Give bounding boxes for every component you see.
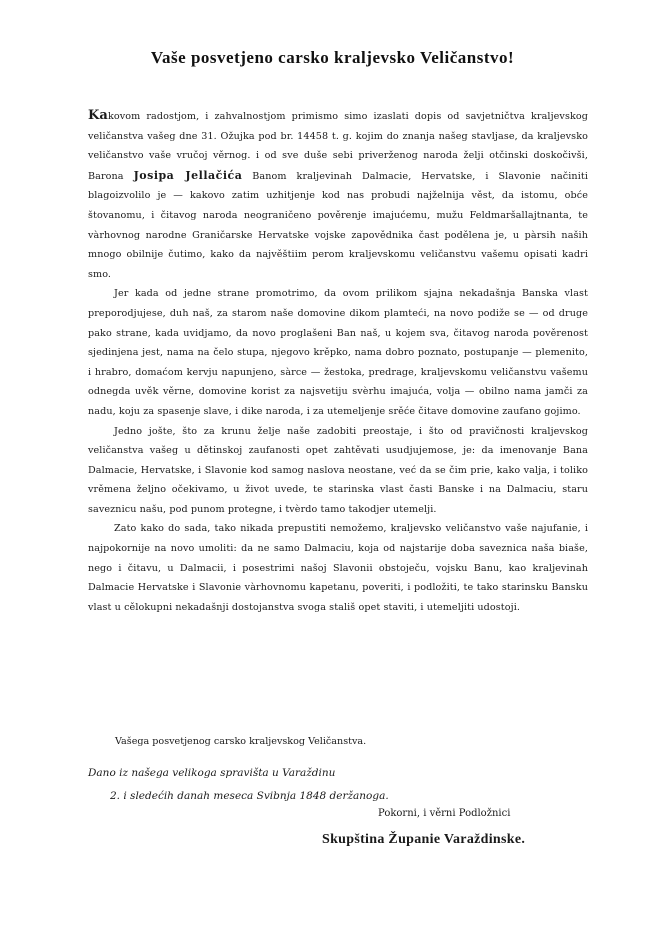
signature-line: Skupština Županie Varaždinske. [322,832,526,847]
document-body [88,106,588,617]
date-place-line-1: Dano iz našega velikoga spravišta u Varaždinu [88,767,336,779]
closing-line: Vašega posvetjenog carsko kraljevskog Veličanstva. [115,736,367,747]
date-place-block [88,762,389,808]
document-title: Vaše posvetjeno carsko kraljevsko Veličanstvo! [150,48,515,67]
date-place-line-2: 2. i sledećih danah meseca Svibnja 1848 deržanoga. [110,790,389,802]
paragraph-3: Jedno jošte, što za krunu želje naše zadobiti preostaje, i što od pravičnosti kraljevskog veličanstva vašeg u dětinskoj zaufanosti opet zahtěvati usudjujemose, je: da imenovanje Bana Dalmacie, Hervatske, i Slavonie kod samog naslova neostane, već da se čim prie, kako valja, i toliko vrěmena željno očekivamo, u život uvede, te starinska vlast časti Banske i na Dalmaciu, staru saveznicu našu, pod punom protegne, i tvèrdo tamo takodjer utemelji. [88,425,588,515]
paragraph-initial: Ka [88,108,108,123]
paragraph-1-text-a: kovom radostjom, i zahvalnostjom primismo simo izaslati dopis od savjetničtva kraljevskog veličanstva vašeg dne 31. Ožujka pod br. 14458 t. g. kojim do znanja našeg stavljase, da kraljevsko veličanstvo vaše vručoj věrnog. i od sve duše sebi priverženog naroda želji otčinski doskočivši, Barona [88,111,588,182]
ban-name: Josipa Jellačića [133,168,243,182]
paragraph-1 [88,106,588,284]
paragraph-2: Jer kada od jedne strane promotrimo, da ovom prilikom sjajna nekadašnja Banska vlast preporodjujese, duh naš, za starom naše domovine dikom plamteći, na novo podiže se — od druge pako strane, kada uvidjamo, da novo proglašeni Ban naš, u kojem sva, čitavog naroda pověrenost sjedinjena jest, nama na čelo stupa, njegovo krěpko, nama dobro poznato, postupanje — plemenito, i hrabro, domaćom kervju napunjeno, sàrce — žestoka, predrage, kraljevskomu veličanstvu vašemu odnegda uvěk věrne, domovine korist za najsvetiju svèrhu imajuća, volja — obilno nama jamči za nadu, koju za spasenje slave, i dike naroda, i za utemeljenje srěće čitave domovine zaufano gojimo. [88,288,588,417]
signoff-line: Pokorni, i věrni Podložnici [378,808,511,819]
paragraph-4: Zato kako do sada, tako nikada prepustiti nemožemo, kraljevsko veličanstvo vaše najufanie, i najpokornije na novo umoliti: da ne samo Dalmaciu, koja od najstarije doba saveznica naša biaše, nego i čitavu, u Dalmacii, i posestrimi našoj Slavonii obstoječu, vojsku Banu, kao kraljevinah Dalmacie Hervatske i Slavonie vàrhovnomu kapetanu, poveriti, i podložiti, te tako starinsku Bansku vlast u cělokupni nekadašnji dostojanstva svoga stališ opet staviti, i utemeljiti udostoji. [88,523,588,613]
paragraph-1-text-b: Banom kraljevinah Dalmacie, Hervatske, i Slavonie načiniti blagoizvolilo je — kakovo zatim uzhitjenje kod nas probudi najželnija věst, da istomu, obće štovanomu, i čitavog naroda neograničeno pověrenje imajućemu, mužu Feldmaršallajtnanta, te vàrhovnog narodne Graničarske Hervatske vojske zapovědnika čast podělena je, u pàrsih naših mnogo obilnije čutimo, kako da najvěštiim perom kraljevskomu veličanstvu vašemu opisati kadri smo. [88,170,588,280]
